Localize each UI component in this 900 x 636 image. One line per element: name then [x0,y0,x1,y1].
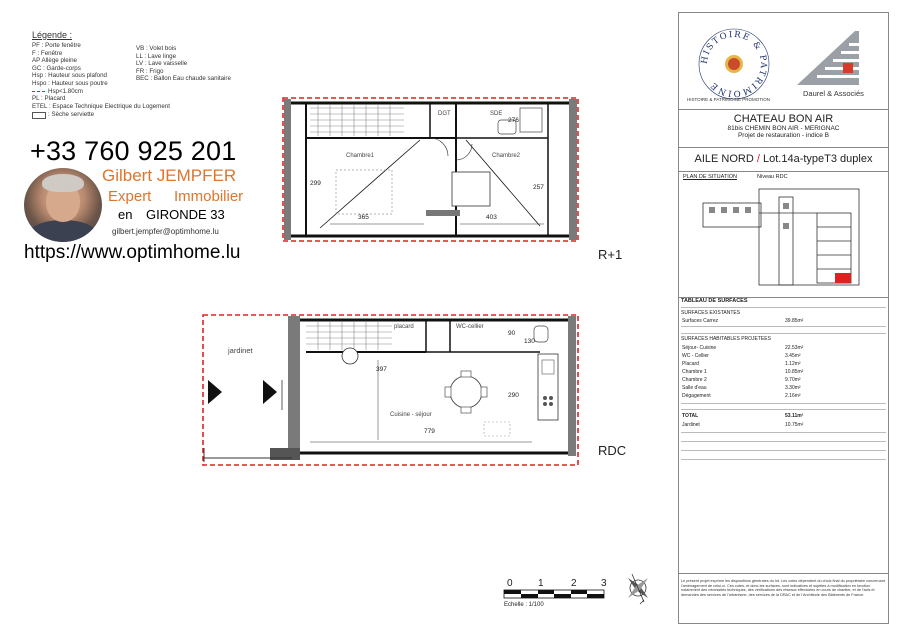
surface-row: Dégagement 2.16m² [682,393,801,399]
scale-tick-label: 3 [601,578,607,589]
scale-caption: Echelle : 1/100 [504,602,544,608]
room-label-dgt: DGT [438,111,451,117]
logo-caption: HISTOIRE & PATRIMOINE PROMOTION [687,97,771,102]
agent-email[interactable]: gilbert.jempfer@optimhome.lu [112,227,219,236]
project-phase: Projet de restauration - indice B [737,132,830,139]
dimension-label: 276 [508,117,519,124]
legend-item: PF : Porte fenêtre [32,42,81,49]
project-address: 81bis CHEMIN BON AIR - MERIGNAC [727,125,840,132]
lot-title [679,153,888,165]
agent-name: Gilbert JEMPFER [102,166,237,185]
level-label-rdc: RDC [598,443,627,458]
room-label-wc-cellier: WC-cellier [456,324,484,330]
scale-tick-label: 0 [507,578,513,589]
surface-row: Chambre 2 9.70m² [682,377,801,383]
situation-plan-label: PLAN DE SITUATION [683,174,737,180]
legend-item: BEC : Ballon Eau chaude sanitaire [136,75,231,83]
compass-rose [628,574,648,604]
legend-item: LL : Lave linge [136,52,177,60]
legend-item: VB : Volet bois [136,45,177,52]
surface-total-row: TOTAL 53.11m² [682,413,804,419]
brand-daurel-associes: Daurel & Associés [803,89,864,98]
surface-row: Salle d'eau 3.30m² [682,385,801,391]
legend-item-seche-serviette: : Sèche serviette [32,111,170,119]
plan-upper-floor [283,98,578,241]
agent-title-expert: Expert [108,188,152,205]
agent-title-immobilier: Immobilier [174,188,244,205]
agent-website[interactable]: https://www.optimhome.lu [24,242,241,263]
level-label-r1: R+1 [598,247,623,262]
scale-bar [504,590,604,598]
room-label-sde: SDE [490,111,503,117]
surface-row: WC - Cellier 3.45m² [682,353,801,359]
project-name: CHATEAU BON AIR [733,113,834,125]
scale-tick-label: 1 [538,578,544,589]
surfaces-projected-header: SURFACES HABITABLES PROJETEES [681,336,771,342]
legend-item: AP Allège pleine [32,57,77,65]
logo-ring-text: HISTOIRE & PATRIMOINE [699,29,769,99]
situation-plan [699,183,879,297]
room-label-cuisine-sejour: Cuisine - séjour [390,412,432,418]
surface-row: Surfaces Carrez 39.85m² [682,318,804,324]
legend-item: Hspo : Hauteur sous poutre [32,79,108,87]
legend-item: Hsp : Hauteur sous plafond [32,72,107,80]
legend-item: GC : Garde-corps [32,64,81,72]
lot-wing: AILE NORD [694,153,754,165]
lot-type: Lot.14a-typeT3 duplex [763,153,873,165]
histoire-patrimoine-logo [697,27,771,101]
surface-row: Jardinet 10.75m² [682,422,804,428]
surface-row: Placard 1.12m² [682,361,801,367]
dimension-label: 257 [533,184,544,191]
daurel-associes-logo [797,31,867,87]
agent-phone[interactable]: +33 760 925 201 [30,136,237,166]
room-label-chambre2: Chambre2 [492,153,521,159]
legend-item: PL : Placard [32,95,66,103]
legend-title: Légende : [32,30,73,40]
surfaces-table-title: TABLEAU DE SURFACES [681,298,748,304]
scale-tick-label: 2 [571,578,577,589]
lot-separator: / [756,153,760,165]
legend-item-hsp-line: Hsp<1.80cm [32,88,170,96]
dimension-label: 290 [508,392,519,399]
surface-row: Chambre 1 10.85m² [682,369,804,375]
dimension-label: 90 [508,330,516,337]
dimension-label: 779 [424,428,435,435]
room-label-jardinet: jardinet [228,346,253,355]
room-label-placard: placard [394,324,414,330]
dimension-label: 403 [486,214,497,221]
agent-region-prefix: en [118,207,133,222]
dimension-label: 299 [310,180,321,187]
agent-region: GIRONDE 33 [146,207,225,222]
legend-item: FR : Frigo [136,67,164,75]
surface-row: Séjour- Cuisine 22.53m² [682,345,804,351]
dimension-label: 365 [358,214,369,221]
dimension-label: 130 [524,338,535,345]
surfaces-existing-header: SURFACES EXISTANTES [681,310,741,316]
legend-item: LV : Lave vaisselle [136,60,188,68]
plan-ground-floor [203,315,578,465]
legend-item: ETEL : Espace Technique Electrique du Logement [32,102,170,110]
title-block [678,12,889,624]
situation-plan-level: Niveau RDC [757,174,788,180]
disclaimer: Le présent projet exprime les dispositions générales du lot. Les cotes dépendent du choix final du propriétaire concernant l'aménagement de celui-ci. Ces cotes, et donc les surfaces, sont indicatives et sujettes à modification en fonction notamment des nécessités techniques, des vérifications des réseaux effectuées en cours de chantier, et de l'avis et demandes des services de l'urbanisme, des services de la DRAC et de l'Architecte des Bâtiments de France. [681,579,885,597]
legend-item: F : Fenêtre [32,49,63,57]
dimension-label: 397 [376,366,387,373]
room-label-chambre1: Chambre1 [346,153,375,159]
